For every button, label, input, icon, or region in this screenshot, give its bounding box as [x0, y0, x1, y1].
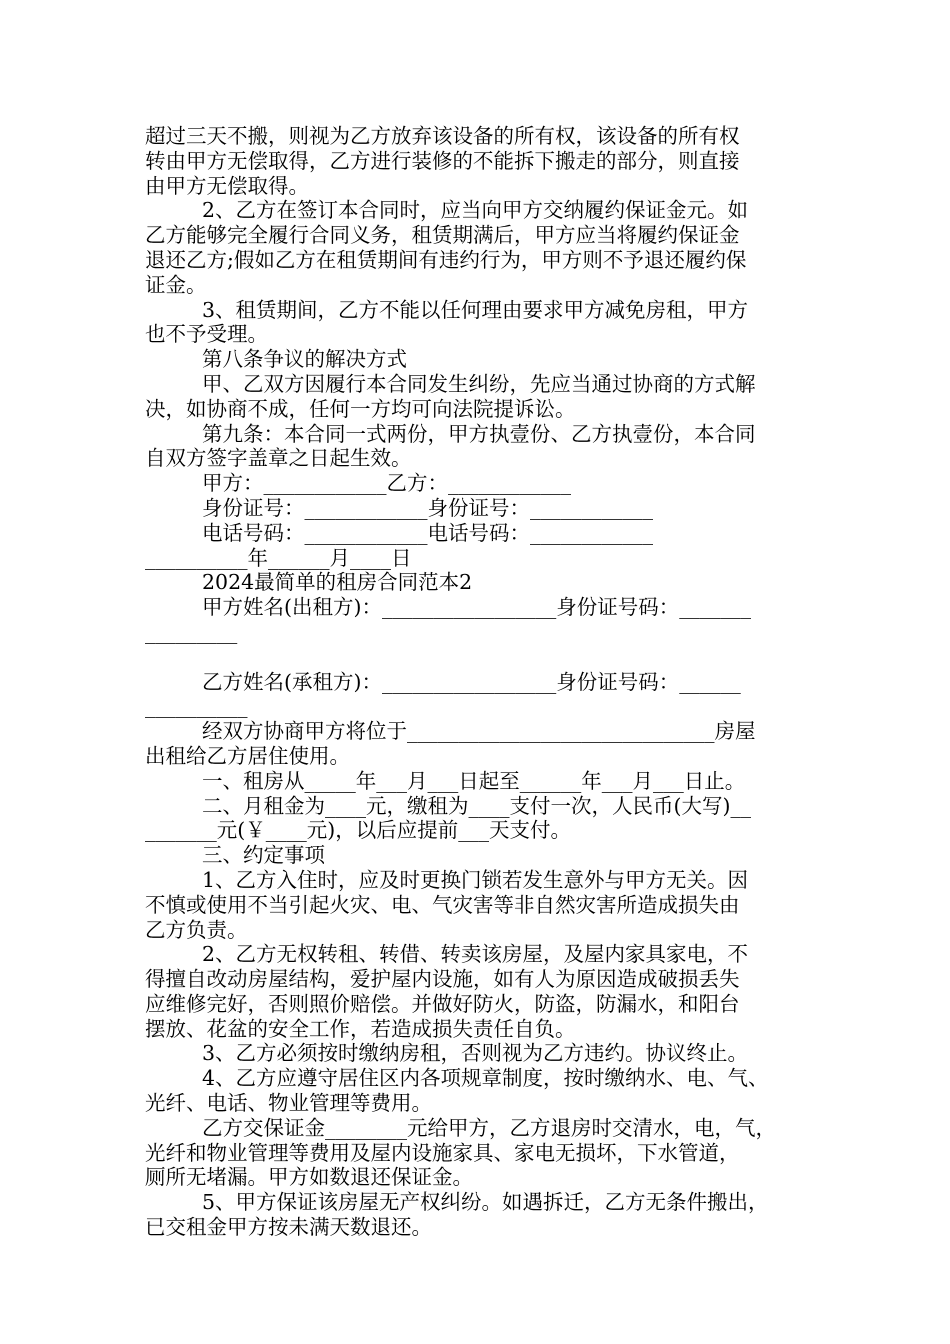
text-line: 转由甲方无偿取得，乙方进行装修的不能拆下搬走的部分，则直接: [145, 148, 740, 173]
text-line: 2024最简单的租房合同范本2: [202, 570, 473, 595]
text-line: __________: [145, 694, 248, 719]
text-line: 出租给乙方居住使用。: [145, 743, 350, 768]
document-page: [145, 124, 810, 1240]
text-line: 甲方：____________乙方：____________: [202, 471, 571, 496]
text-line: 乙方负责。: [145, 917, 248, 942]
text-line: 自双方签字盖章之日起生效。: [145, 446, 412, 471]
text-line: 乙方能够完全履行合同义务，租赁期满后，甲方应当将履约保证金: [145, 223, 740, 248]
text-line: 乙方交保证金________元给甲方，乙方退房时交清水，电，气，: [202, 1115, 776, 1140]
text-line: 已交租金甲方按未满天数退还。: [145, 1215, 432, 1240]
text-line: 一、租房从_____年___月___日起至______年___月___日止。: [202, 768, 746, 793]
text-line: 1、乙方入住时，应及时更换门锁若发生意外与甲方无关。因: [202, 867, 749, 892]
text-line: 超过三天不搬，则视为乙方放弃该设备的所有权，该设备的所有权: [145, 124, 740, 148]
text-line: 甲、乙双方因履行本合同发生纠纷，先应当通过协商的方式解: [202, 371, 756, 396]
text-line: 也不予受理。: [145, 322, 268, 347]
text-line: 甲方姓名(出租方)：_________________身份证号码：_______: [202, 595, 751, 620]
text-line: 决，如协商不成，任何一方均可向法院提诉讼。: [145, 396, 576, 421]
text-line: 证金。: [145, 272, 207, 297]
text-line: 乙方姓名(承租方)：_________________身份证号码：______: [202, 669, 741, 694]
text-line: 3、乙方必须按时缴纳房租，否则视为乙方违约。协议终止。: [202, 1041, 749, 1066]
text-line: 2、乙方无权转租、转借、转卖该房屋，及屋内家具家电，不: [202, 942, 749, 967]
text-line: 退还乙方;假如乙方在租赁期间有违约行为，甲方则不予退还履约保: [145, 247, 747, 272]
text-line: 厕所无堵漏。甲方如数退还保证金。: [145, 1165, 473, 1190]
text-line: 经双方协商甲方将位于______________________________房屋: [202, 719, 756, 744]
text-line: 第八条争议的解决方式: [202, 347, 407, 372]
text-line: _________: [145, 619, 238, 644]
text-line: 二、月租金为____元，缴租为____支付一次，人民币(大写)__: [202, 793, 751, 818]
text-line: 光纤和物业管理等费用及屋内设施家具、家电无损坏，下水管道，: [145, 1140, 740, 1165]
text-line: 3、租赁期间，乙方不能以任何理由要求甲方减免房租，甲方: [202, 297, 749, 322]
text-line: 摆放、花盆的安全工作，若造成损失责任自负。: [145, 1016, 576, 1041]
text-line: __________年______月____日: [145, 545, 412, 570]
text-line: 应维修完好，否则照价赔偿。并做好防火，防盗，防漏水，和阳台: [145, 991, 740, 1016]
text-line: 由甲方无偿取得。: [145, 173, 309, 198]
text-line: 电话号码：____________电话号码：____________: [202, 520, 653, 545]
text-line: 2、乙方在签订本合同时，应当向甲方交纳履约保证金元。如: [202, 198, 749, 223]
text-line: 光纤、电话、物业管理等费用。: [145, 1091, 432, 1116]
text-line: 不慎或使用不当引起火灾、电、气灾害等非自然灾害所造成损失由: [145, 892, 740, 917]
text-line: _______元(￥____元)，以后应提前___天支付。: [145, 818, 571, 843]
text-line: 5、甲方保证该房屋无产权纠纷。如遇拆迁，乙方无条件搬出，: [202, 1190, 769, 1215]
text-line: [145, 645, 810, 670]
text-line: 三、约定事项: [202, 843, 325, 868]
text-line: 第九条：本合同一式两份，甲方执壹份、乙方执壹份，本合同: [202, 421, 756, 446]
text-line: 4、乙方应遵守居住区内各项规章制度，按时缴纳水、电、气、: [202, 1066, 769, 1091]
text-line: 身份证号：____________身份证号：____________: [202, 495, 653, 520]
text-line: 得擅自改动房屋结构，爱护屋内设施，如有人为原因造成破损丢失: [145, 967, 740, 992]
